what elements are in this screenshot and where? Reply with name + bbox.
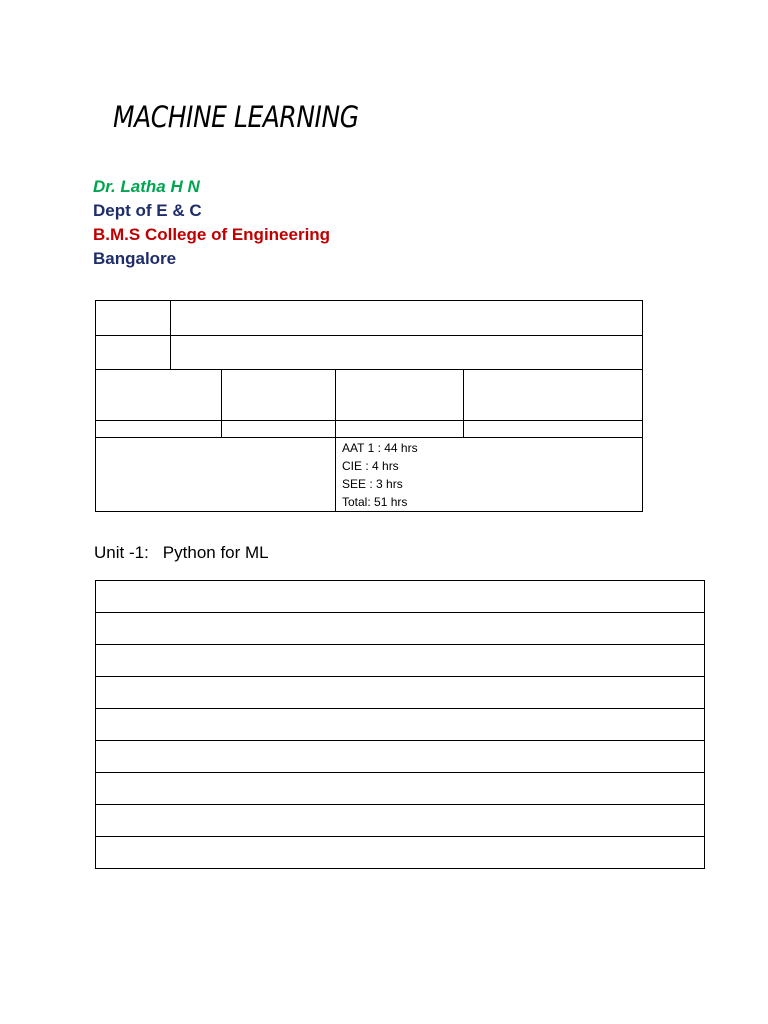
table-cell — [96, 805, 705, 837]
table-row — [96, 581, 705, 613]
info-cell — [464, 370, 643, 421]
author-name: Dr. Latha H N — [93, 177, 200, 196]
hours-cie: CIE : 4 hrs — [342, 459, 399, 473]
hours-see: SEE : 3 hrs — [342, 477, 403, 491]
info-cell — [96, 301, 171, 336]
table-row — [96, 709, 705, 741]
table-cell — [96, 741, 705, 773]
info-cell — [96, 421, 222, 438]
table-row — [96, 741, 705, 773]
document-title: MACHINE LEARNING — [113, 100, 359, 134]
author-college: B.M.S College of Engineering — [93, 225, 331, 244]
author-department: Dept of E & C — [93, 201, 202, 220]
table-row — [96, 613, 705, 645]
hours-total: Total: 51 hrs — [342, 495, 408, 509]
unit-number: Unit -1: — [94, 543, 149, 562]
table-cell — [96, 677, 705, 709]
table-cell — [96, 837, 705, 869]
info-cell — [96, 370, 222, 421]
info-cell — [464, 421, 643, 438]
info-cell — [96, 336, 171, 370]
info-row — [96, 421, 643, 438]
table-cell — [96, 613, 705, 645]
info-cell — [336, 370, 464, 421]
course-info-table — [95, 300, 643, 512]
info-cell — [96, 438, 336, 512]
table-row — [96, 645, 705, 677]
info-cell — [336, 421, 464, 438]
author-block — [93, 175, 330, 271]
table-row — [96, 805, 705, 837]
unit-topics-table — [95, 580, 705, 869]
hours-aat: AAT 1 : 44 hrs — [342, 441, 418, 455]
table-cell — [96, 645, 705, 677]
info-cell — [171, 301, 643, 336]
unit-heading — [94, 543, 269, 563]
hours-breakdown — [336, 438, 643, 512]
table-row — [96, 773, 705, 805]
info-row — [96, 438, 643, 512]
table-row — [96, 837, 705, 869]
info-cell — [222, 421, 336, 438]
author-city: Bangalore — [93, 249, 177, 268]
table-row — [96, 677, 705, 709]
info-row — [96, 370, 643, 421]
info-row — [96, 336, 643, 370]
info-cell — [171, 336, 643, 370]
info-cell — [222, 370, 336, 421]
unit-title: Python for ML — [162, 543, 269, 562]
table-cell — [96, 709, 705, 741]
table-cell — [96, 581, 705, 613]
info-row — [96, 301, 643, 336]
table-cell — [96, 773, 705, 805]
